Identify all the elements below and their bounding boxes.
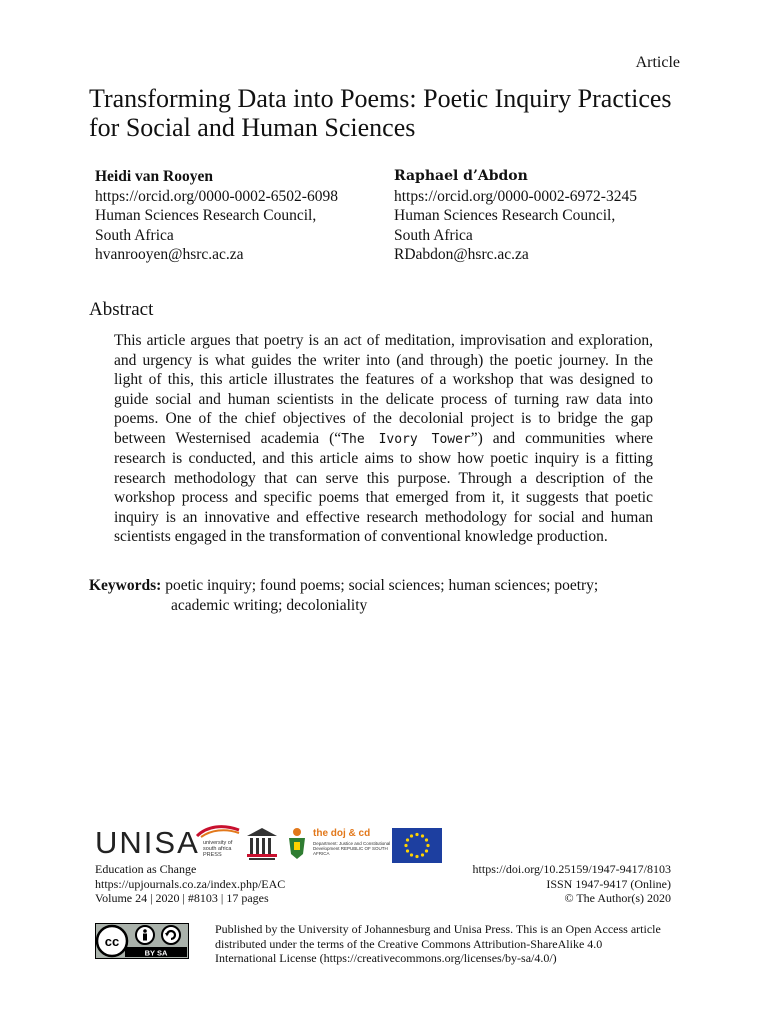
publisher-logos [95, 822, 455, 866]
author-orcid-link[interactable]: https://orcid.org/0000-0002-6502-6098 [95, 187, 338, 205]
author-email-link[interactable]: hvanrooyen@hsrc.ac.za [95, 246, 244, 263]
cc-badge-label: BY SA [144, 948, 168, 958]
coat-of-arms-icon [285, 826, 309, 862]
author-affiliation: Human Sciences Research Council, [394, 207, 616, 224]
doi-link[interactable]: https://doi.org/10.25159/1947-9417/8103 [472, 862, 671, 876]
volume-info: Volume 24 | 2020 | #8103 | 17 pages [95, 891, 269, 905]
ivory-tower-phrase: The Ivory Tower [341, 431, 471, 447]
author-affiliation: Human Sciences Research Council, [95, 207, 317, 224]
keywords-label: Keywords: [89, 577, 162, 594]
abstract-text-part: This article argues that poetry is an act of meditation, improvisation and exploration, and urgency is what guides the writer into (and through) the poetic journey. In the light of this, this article illustrates the features of a workshop that was designed to guide social and human scientists in the delicate process of turning raw data into poems. One of the chief objectives of the decolonial project is to bridge the gap between Westernised academia (“ [114, 332, 653, 447]
unisa-press-logo [195, 824, 245, 864]
journal-url-link[interactable]: https://upjournals.co.za/index.php/EAC [95, 876, 286, 891]
copyright: © The Author(s) 2020 [564, 891, 671, 905]
author-email-link[interactable]: RDabdon@hsrc.ac.za [394, 246, 529, 263]
abstract-heading: Abstract [89, 299, 154, 320]
publication-identifiers [400, 862, 671, 906]
author-country: South Africa [394, 226, 473, 244]
article-title: Transforming Data into Poems: Poetic Inquiry Practices for Social and Human Sciences [89, 84, 672, 142]
author-block-1 [95, 167, 395, 265]
article-type-label: Article [635, 54, 680, 71]
doj-department-text: Department: Justice and Constitutional Development REPUBLIC OF SOUTH AFRICA [313, 841, 391, 856]
building-columns-icon [245, 826, 279, 862]
license-statement: Published by the University of Johannesburg and Unisa Press. This is an Open Access article distributed under the terms of the Creative Commons Attribution-ShareAlike 4.0 International License (https://creativecommons.org/licenses/by-sa/4.0/) [215, 922, 661, 965]
eu-flag-icon [392, 828, 442, 863]
abstract-body [114, 331, 653, 547]
keywords-block [89, 576, 689, 616]
keywords-list: poetic inquiry; found poems; social sciences; human sciences; poetry; [165, 577, 599, 594]
author-name: Raphael d’Abdon [394, 168, 528, 184]
cc-by-sa-license-icon[interactable] [95, 923, 189, 959]
svg-text:cc: cc [104, 934, 120, 949]
doj-logo [313, 826, 393, 862]
author-country: South Africa [95, 226, 174, 244]
abstract-text-part: ”) and communities where research is conducted, and this article aims to show how poetic inquiry is a fitting research methodology that can serve this purpose. Through a description of the workshop process and specific poems that emerged from it, it suggests that poetic inquiry is an innovative and effective research methodology for social and human scientists engaged in the transformation of conventional knowledge production. [114, 429, 653, 545]
author-orcid-link[interactable]: https://orcid.org/0000-0002-6972-3245 [394, 187, 637, 205]
issn: ISSN 1947-9417 (Online) [546, 876, 671, 891]
keywords-list-continued: academic writing; decoloniality [171, 597, 368, 614]
unisa-swoosh-icon [195, 824, 241, 838]
unisa-press-text: university of south africa PRESS [203, 840, 233, 858]
unisa-logo: UNISA [95, 825, 200, 860]
author-name: Heidi van Rooyen [95, 168, 213, 185]
author-block-2 [394, 167, 694, 265]
doj-title: the doj & cd [313, 828, 371, 839]
journal-name: Education as Change [95, 862, 197, 876]
journal-info [95, 862, 285, 906]
